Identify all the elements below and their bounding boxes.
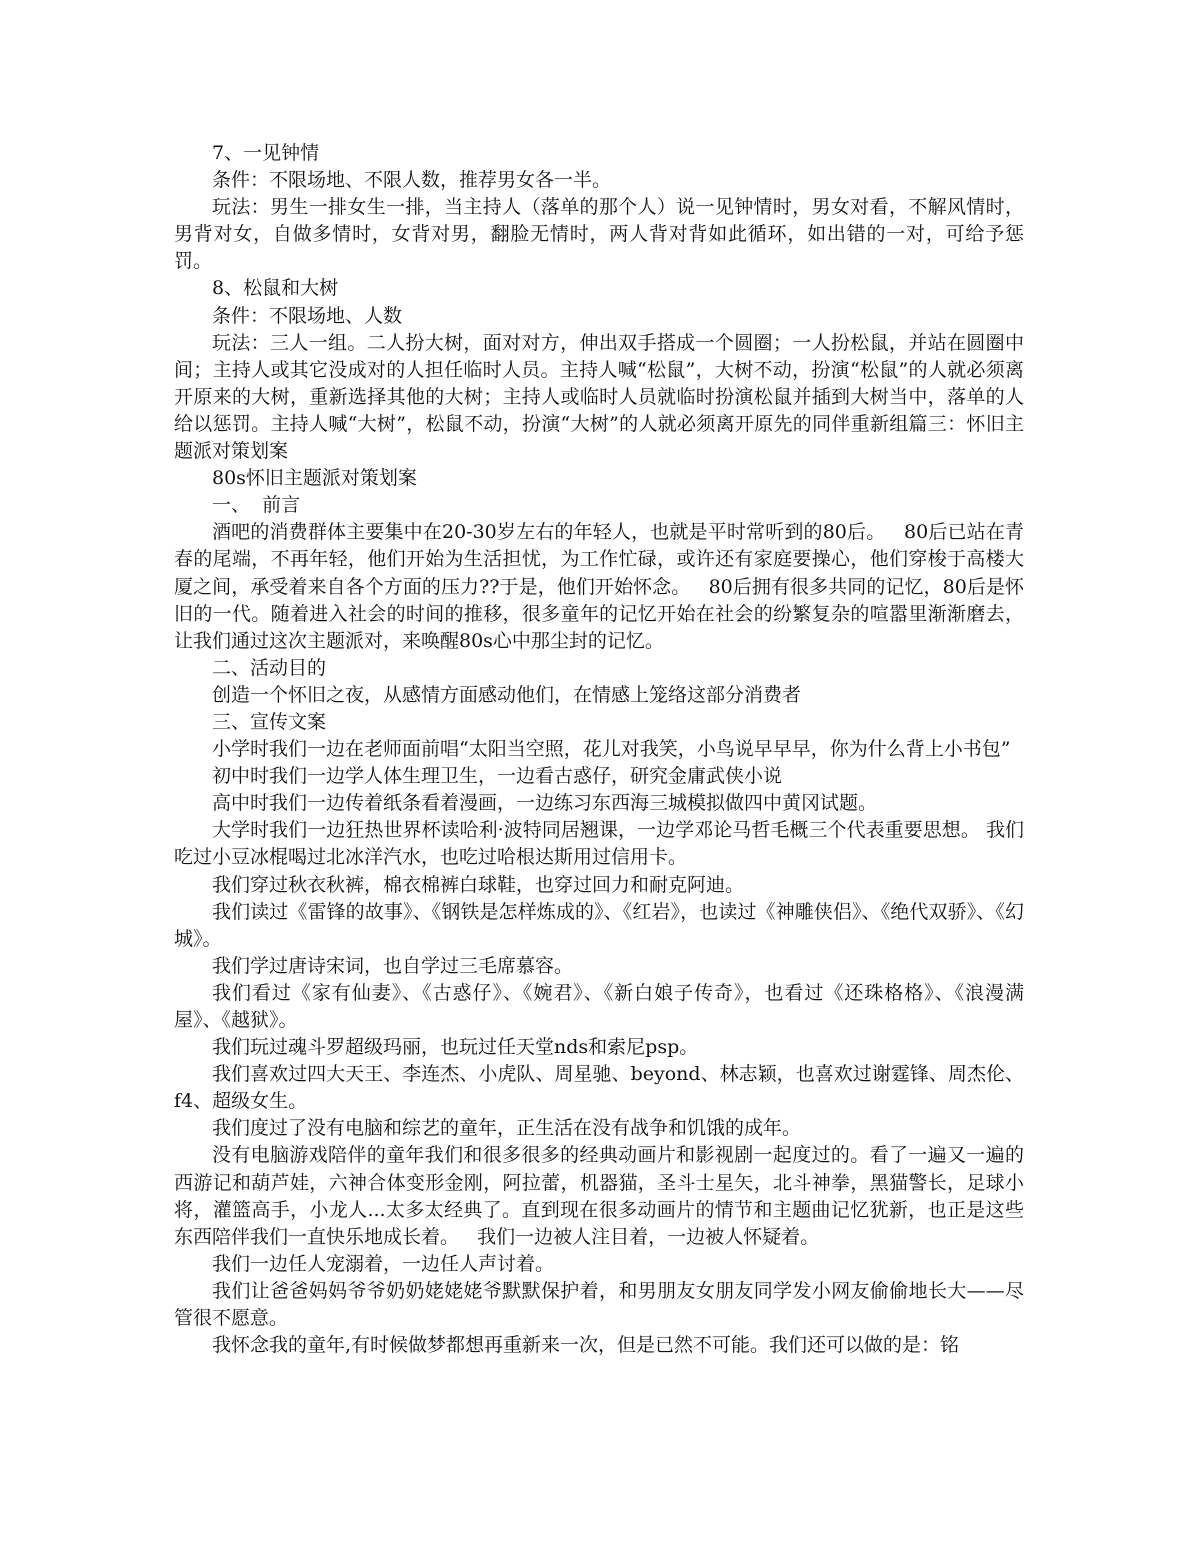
paragraph: 我怀念我的童年,有时候做梦都想再重新来一次，但是已然不可能。我们还可以做的是：铭 — [212, 1334, 960, 1357]
paragraph: 大学时我们一边狂热世界杯读哈利·波特同居翘课，一边学邓论马哲毛概三个代表重要思想。 我们吃过小豆冰棍喝过北冰洋汽水，也吃过哈根达斯用过信用卡。 — [174, 819, 1024, 869]
section-heading-copy: 三、宣传文案 — [212, 710, 327, 733]
paragraph: 我们让爸爸妈妈爷爷奶奶姥姥姥爷默默保护着，和男朋友女朋友同学发小网友偷偷地长大——尽管很不愿意。 — [174, 1279, 1024, 1330]
paragraph: 我们喜欢过四大天王、李连杰、小虎队、周星驰、beyond、林志颖，也喜欢过谢霆锋、周杰伦、f4、超级女生。 — [174, 1063, 1024, 1113]
paragraph: 我们学过唐诗宋词，也自学过三毛席慕容。 — [212, 954, 574, 977]
heading-game-7: 7、一见钟情 — [212, 142, 320, 164]
document-body — [174, 140, 1024, 1359]
paragraph: 我们一边任人宠溺着，一边任人声讨着。 — [212, 1252, 555, 1275]
paragraph: 我们玩过魂斗罗超级玛丽，也玩过任天堂nds和索尼psp。 — [212, 1036, 699, 1059]
paragraph: 我们看过《家有仙妻》、《古惑仔》、《婉君》、《新白娘子传奇》，也看过《还珠格格》、《浪漫满屋》、《越狱》。 — [174, 981, 1024, 1031]
paragraph: 初中时我们一边学人体生理卫生，一边看古惑仔，研究金庸武侠小说 — [212, 765, 783, 788]
paragraph: 小学时我们一边在老师面前唱“太阳当空照，花儿对我笑，小鸟说早早早，你为什么背上小书包” — [212, 738, 1011, 761]
paragraph: 条件：不限场地、不限人数，推荐男女各一半。 — [212, 169, 612, 192]
paragraph: 我们穿过秋衣秋裤，棉衣棉裤白球鞋，也穿过回力和耐克阿迪。 — [212, 873, 745, 896]
heading-game-8: 8、松鼠和大树 — [212, 277, 339, 300]
paragraph: 我们度过了没有电脑和综艺的童年，正生活在没有战争和饥饿的成年。 — [212, 1117, 802, 1140]
paragraph: 我们读过《雷锋的故事》、《钢铁是怎样炼成的》、《红岩》，也读过《神雕侠侣》、《绝代双骄》、《幻城》。 — [174, 900, 1024, 950]
paragraph: 条件：不限场地、人数 — [212, 304, 403, 327]
paragraph: 创造一个怀旧之夜，从感情方面感动他们，在情感上笼络这部分消费者 — [212, 683, 802, 706]
paragraph: 玩法：三人一组。二人扮大树，面对对方，伸出双手搭成一个圆圈；一人扮松鼠，并站在圆圈中间；主持人或其它没成对的人担任临时人员。主持人喊“松鼠”，大树不动，扮演“松鼠”的人就必须离开原来的大树，重新选择其他的大树；主持人或临时人员就临时扮演松鼠并插到大树当中，落单的人给以惩罚。主持人喊“大树”，松鼠不动，扮演“大树”的人就必须离开原先的同伴重新组篇三：怀旧主题派对策划案 — [174, 331, 1024, 463]
section-heading-purpose: 二、活动目的 — [212, 656, 327, 679]
paragraph: 没有电脑游戏陪伴的童年我们和很多很多的经典动画片和影视剧一起度过的。看了一遍又一遍的西游记和葫芦娃，六神合体变形金刚，阿拉蕾，机器猫，圣斗士星矢，北斗神拳，黑猫警长，足球小将，灌篮高手，小龙人...太多太经典了。直到现在很多动画片的情节和主题曲记忆犹新，也正是这些东西陪伴我们一直快乐地成长着。 我们一边被人注目着，一边被人怀疑着。 — [174, 1144, 1024, 1248]
paragraph: 酒吧的消费群体主要集中在20-30岁左右的年轻人，也就是平时常听到的80后。 80后已站在青春的尾端，不再年轻，他们开始为生活担忧，为工作忙碌，或许还有家庭要操心，他们穿梭于高楼大厦之间，承受着来自各个方面的压力??于是，他们开始怀念。 80后拥有很多共同的记忆，80后是怀旧的一代。随着进入社会的时间的推移，很多童年的记忆开始在社会的纷繁复杂的喧嚣里渐渐磨去，让我们通过这次主题派对，来唤醒80s心中那尘封的记忆。 — [174, 521, 1024, 652]
paragraph: 玩法：男生一排女生一排，当主持人（落单的那个人）说一见钟情时，男女对看，不解风情时，男背对女，自做多情时，女背对男，翻脸无情时，两人背对背如此循环，如出错的一对，可给予惩罚。 — [174, 196, 1024, 273]
document-title: 80s怀旧主题派对策划案 — [212, 467, 417, 490]
section-heading-preface: 一、 前言 — [212, 494, 301, 517]
paragraph: 高中时我们一边传着纸条看着漫画，一边练习东西海三城模拟做四中黄冈试题。 — [212, 792, 878, 815]
